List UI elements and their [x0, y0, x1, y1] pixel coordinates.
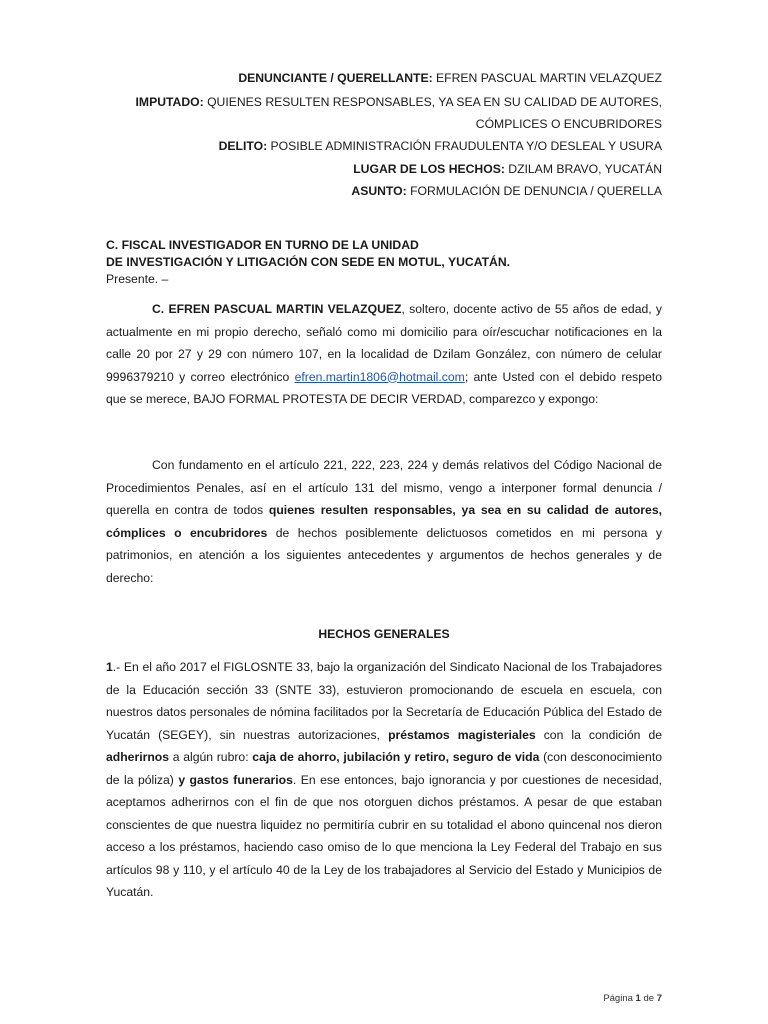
hecho-text-5: . En ese entonces, bajo ignorancia y por cuestiones de necesidad, aceptamos adherirnos con el fin de que nos otorguen dichos préstamos. A pesar de que estaban conscientes de que nuestra liquidez no permitiría cubrir en su totalidad el abono quincenal nos dieron acceso a los préstamos, haciendo caso omiso de lo que menciona la Ley Federal del Trabajo en sus artículos 98 y 110, y el artículo 40 de la Ley de los trabajadores al Servicio del Estado y Municipios de Yucatán.: [106, 772, 662, 899]
intro-paragraph: [106, 298, 662, 411]
page-number: [603, 993, 662, 1005]
header-imputado-cont: [476, 116, 662, 132]
header-asunto: [351, 183, 662, 199]
page-label: Página: [603, 993, 636, 1004]
hecho-text-1: .- En el año 2017 el FIGLOSNTE 33, bajo la organización del Sindicato Nacional de los Trabajadores de la Educación sección 33 (SNTE 33), estuvieron promocionando de escuela en escuela, con nuestros datos personales de nómina facilitados por la Secretaría de Educación Pública del Estado de Yucatán (SEGEY), sin nuestras autorizaciones,: [106, 660, 662, 742]
fundamento-bold: quienes resulten responsables, ya sea en su calidad de autores, cómplices o encubridores: [106, 503, 662, 540]
imputado-value-cont: CÓMPLICES O ENCUBRIDORES: [475, 117, 662, 131]
page-of: de: [640, 993, 657, 1004]
addressee-line-3: Presente. –: [106, 272, 169, 286]
hecho-bold-1: préstamos magisteriales: [388, 727, 536, 742]
fundamento-text-2: de hechos posiblemente delictuosos cometidos en mi persona y patrimonios, en atención a los siguientes antecedentes y argumentos de hechos generales y de derecho:: [106, 525, 662, 585]
asunto-value: FORMULACIÓN DE DENUNCIA / QUERELLA: [406, 184, 662, 198]
lugar-value: DZILAM BRAVO, YUCATÁN: [504, 162, 662, 176]
hecho-text-3: a algún rubro:: [169, 750, 253, 764]
intro-text-2: ; ante Usted con el debido respeto que se merece, BAJO FORMAL PROTESTA DE DECIR VERDAD, comparezco y expongo:: [106, 369, 662, 406]
email-link[interactable]: efren.martin1806@hotmail.com: [294, 369, 465, 384]
section-title: HECHOS GENERALES: [318, 627, 450, 641]
header-delito: [219, 138, 662, 154]
hecho-text-2: con la condición de: [535, 727, 663, 742]
imputado-value: QUIENES RESULTEN RESPONSABLES, YA SEA EN SU CALIDAD DE AUTORES,: [203, 95, 662, 109]
hecho-bold-4: y gastos funerarios: [178, 772, 293, 787]
page-total: 7: [656, 993, 662, 1004]
delito-value: POSIBLE ADMINISTRACIÓN FRAUDULENTA Y/O DESLEAL Y USURA: [267, 139, 662, 153]
complainant-name: C. EFREN PASCUAL MARTIN VELAZQUEZ: [152, 302, 402, 316]
hecho-number: 1: [106, 660, 113, 674]
imputado-label: IMPUTADO:: [135, 95, 204, 109]
intro-text-1: , soltero, docente activo de 55 años de edad, y actualmente en mi propio derecho, señaló como mi domicilio para oír/escuchar notificaciones en la calle 20 por 27 y 29 con número 107, en la localidad de Dzilam González, con número de celular 9996379210 y correo electrónico: [106, 302, 662, 384]
page-current: 1: [635, 993, 641, 1004]
denunciante-value: EFREN PASCUAL MARTIN VELAZQUEZ: [432, 71, 662, 85]
hecho-bold-3: caja de ahorro, jubilación y retiro, seguro de vida: [252, 750, 540, 764]
denunciante-label: DENUNCIANTE / QUERELLANTE:: [238, 71, 433, 85]
hecho-bold-2: adherirnos: [106, 750, 169, 764]
lugar-label: LUGAR DE LOS HECHOS:: [353, 162, 505, 176]
asunto-label: ASUNTO:: [351, 184, 407, 198]
addressee-line-1: C. FISCAL INVESTIGADOR EN TURNO DE LA UNIDAD: [106, 238, 419, 252]
delito-label: DELITO:: [218, 139, 268, 153]
header-denunciante: [238, 70, 662, 86]
fundamento-text-1: Con fundamento en el artículo 221, 222, 223, 224 y demás relativos del Código Nacional de Procedimientos Penales, así en el artículo 131 del mismo, vengo a interponer formal denuncia / querella en contra de todos: [106, 458, 662, 517]
hecho-text-4: (con desconocimiento de la póliza): [106, 750, 662, 787]
hecho-1-paragraph: [106, 656, 662, 904]
fundamento-paragraph: [106, 454, 662, 589]
header-lugar: [353, 161, 662, 177]
addressee-line-2: DE INVESTIGACIÓN Y LITIGACIÓN CON SEDE EN MOTUL, YUCATÁN.: [106, 255, 511, 269]
header-imputado: [136, 94, 662, 110]
